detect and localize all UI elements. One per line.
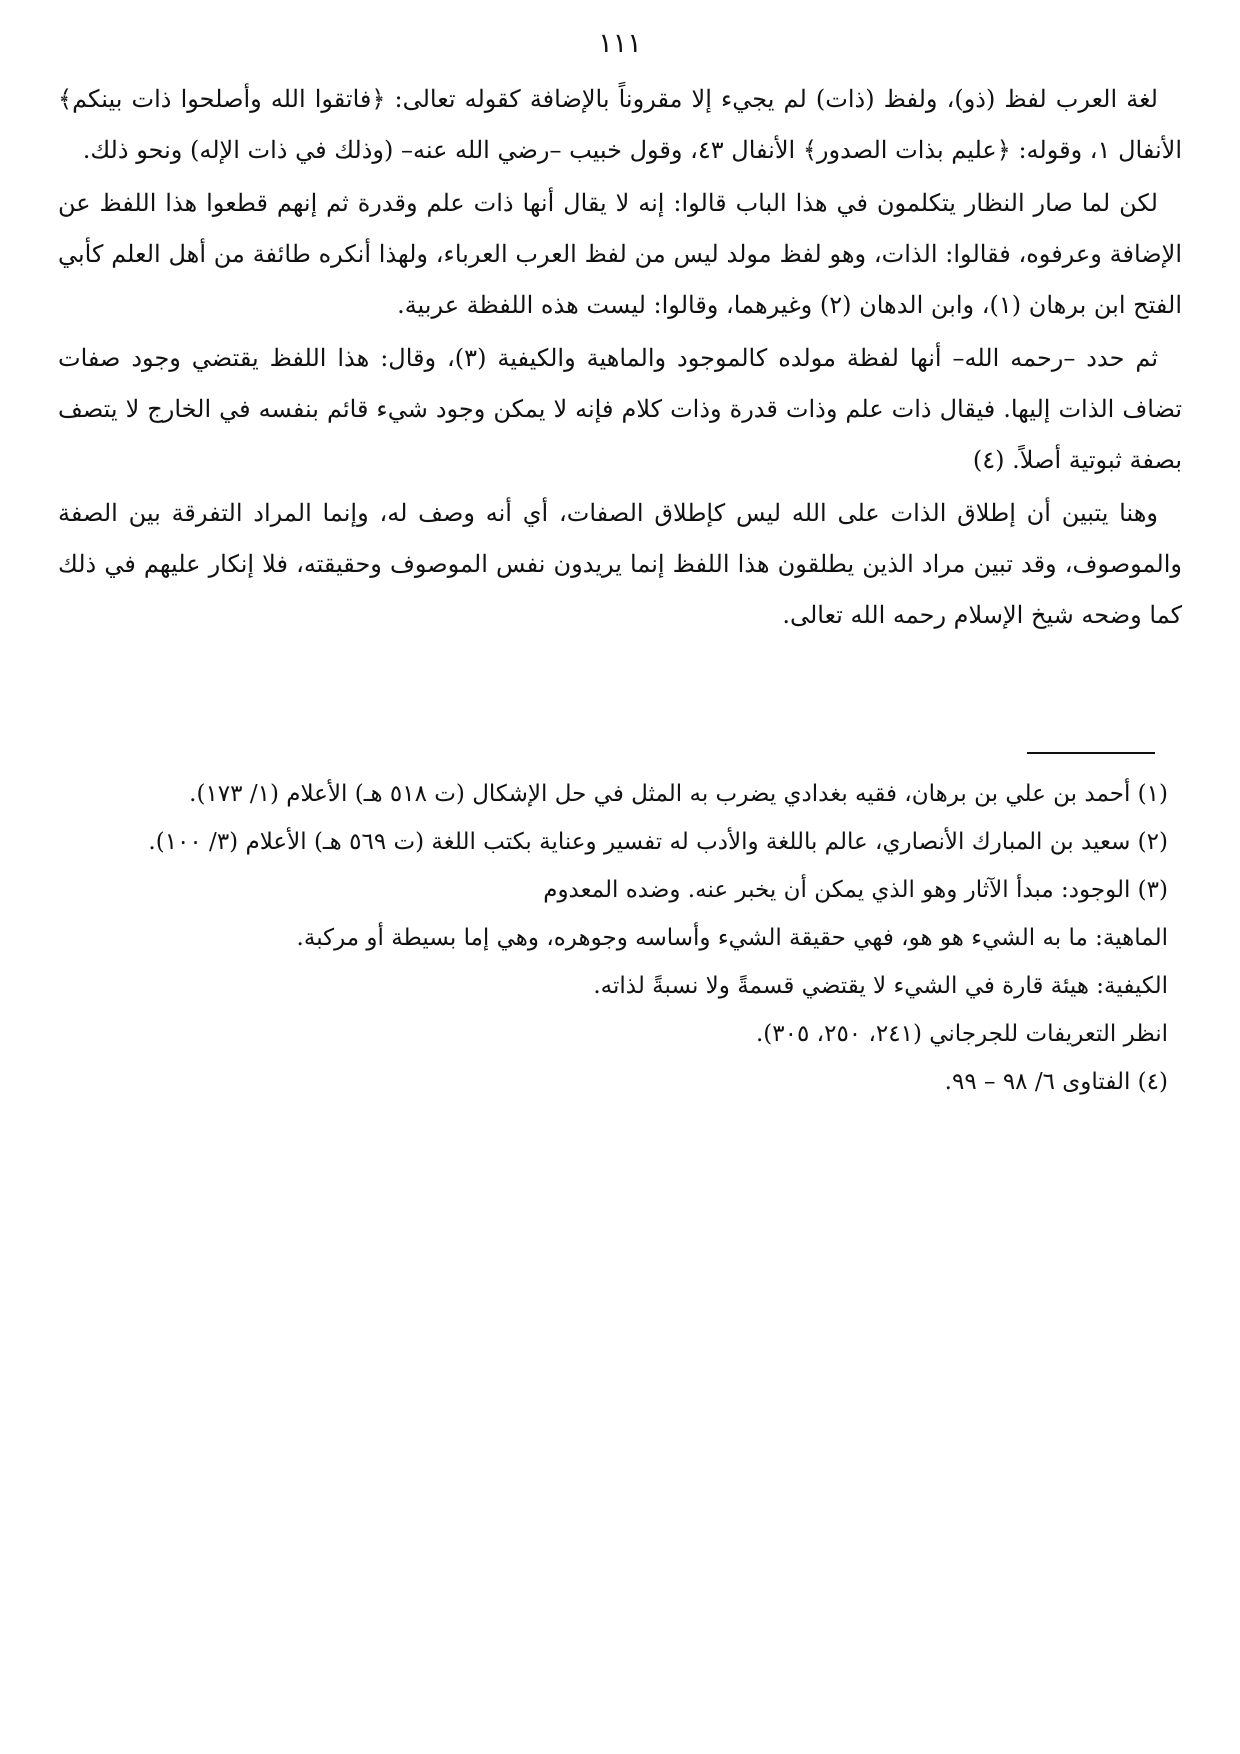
page-number: ١١١ [598, 28, 642, 59]
footnotes [58, 770, 1168, 1106]
footnote-2: (٢) سعيد بن المبارك الأنصاري، عالم باللغة والأدب له تفسير وعناية بكتب اللغة (ت ٥٦٩ هـ) الأعلام (٣/ ١٠٠). [148, 829, 1168, 855]
footnote-3-line: (٣) الوجود: مبدأ الآثار وهو الذي يمكن أن يخبر عنه. وضده المعدوم [543, 877, 1168, 903]
footnote-3 [168, 866, 1168, 1058]
paragraph-2: لكن لما صار النظار يتكلمون في هذا الباب قالوا: إنه لا يقال أنها ذات علم وقدرة ثم إنهم قطعوا هذا اللفظ عن الإضافة وعرفوه، فقالوا: الذات، وهو لفظ مولد ليس من لفظ العرب العرباء، ولهذا أنكره طائفة من أهل العلم كأبي الفتح ابن برهان (١)، وابن الدهان (٢) وغيرهما، وقالوا: ليست هذه اللفظة عربية. [58, 189, 1182, 319]
paragraph-1: لغة العرب لفظ (ذو)، ولفظ (ذات) لم يجيء إلا مقروناً بالإضافة كقوله تعالى: ﴿فاتقوا الله وأصلحوا ذات بينكم﴾ الأنفال ١، وقوله: ﴿عليم بذات الصدور﴾ الأنفال ٤٣، وقول خبيب –رضي الله عنه– (وذلك في ذات الإله) ونحو ذلك. [58, 85, 1182, 164]
footnote-3-line: انظر التعريفات للجرجاني (٢٤١، ٢٥٠، ٣٠٥). [756, 1021, 1168, 1047]
paragraph-3: ثم حدد –رحمه الله– أنها لفظة مولده كالموجود والماهية والكيفية (٣)، وقال: هذا اللفظ يقتضي وجود صفات تضاف الذات إليها. فيقال ذات علم وذات قدرة وذات كلام فإنه لا يمكن وجود شيء قائم بنفسه في الخارج لا يتصف بصفة ثبوتية أصلاً. (٤) [58, 344, 1182, 474]
footnote-separator [1027, 752, 1155, 754]
footnote-3-line: الماهية: ما به الشيء هو هو، فهي حقيقة الشيء وأساسه وجوهره، وهي إما بسيطة أو مركبة. [296, 925, 1168, 951]
footnote-4: (٤) الفتاوى ٦/ ٩٨ – ٩٩. [944, 1069, 1168, 1095]
footnote-3-line: الكيفية: هيئة قارة في الشيء لا يقتضي قسمةً ولا نسبةً لذاته. [593, 973, 1168, 999]
paragraph-4: وهنا يتبين أن إطلاق الذات على الله ليس كإطلاق الصفات، أي أنه وصف له، وإنما المراد التفرقة بين الصفة والموصوف، وقد تبين مراد الذين يطلقون هذا اللفظ إنما يريدون نفس الموصوف وحقيقته، فلا إنكار عليهم في ذلك كما وضحه شيخ الإسلام رحمه الله تعالى. [58, 499, 1182, 629]
footnote-1: (١) أحمد بن علي بن برهان، فقيه بغدادي يضرب به المثل في حل الإشكال (ت ٥١٨ هـ) الأعلام (١/ ١٧٣). [189, 781, 1168, 807]
main-text [58, 74, 1182, 643]
